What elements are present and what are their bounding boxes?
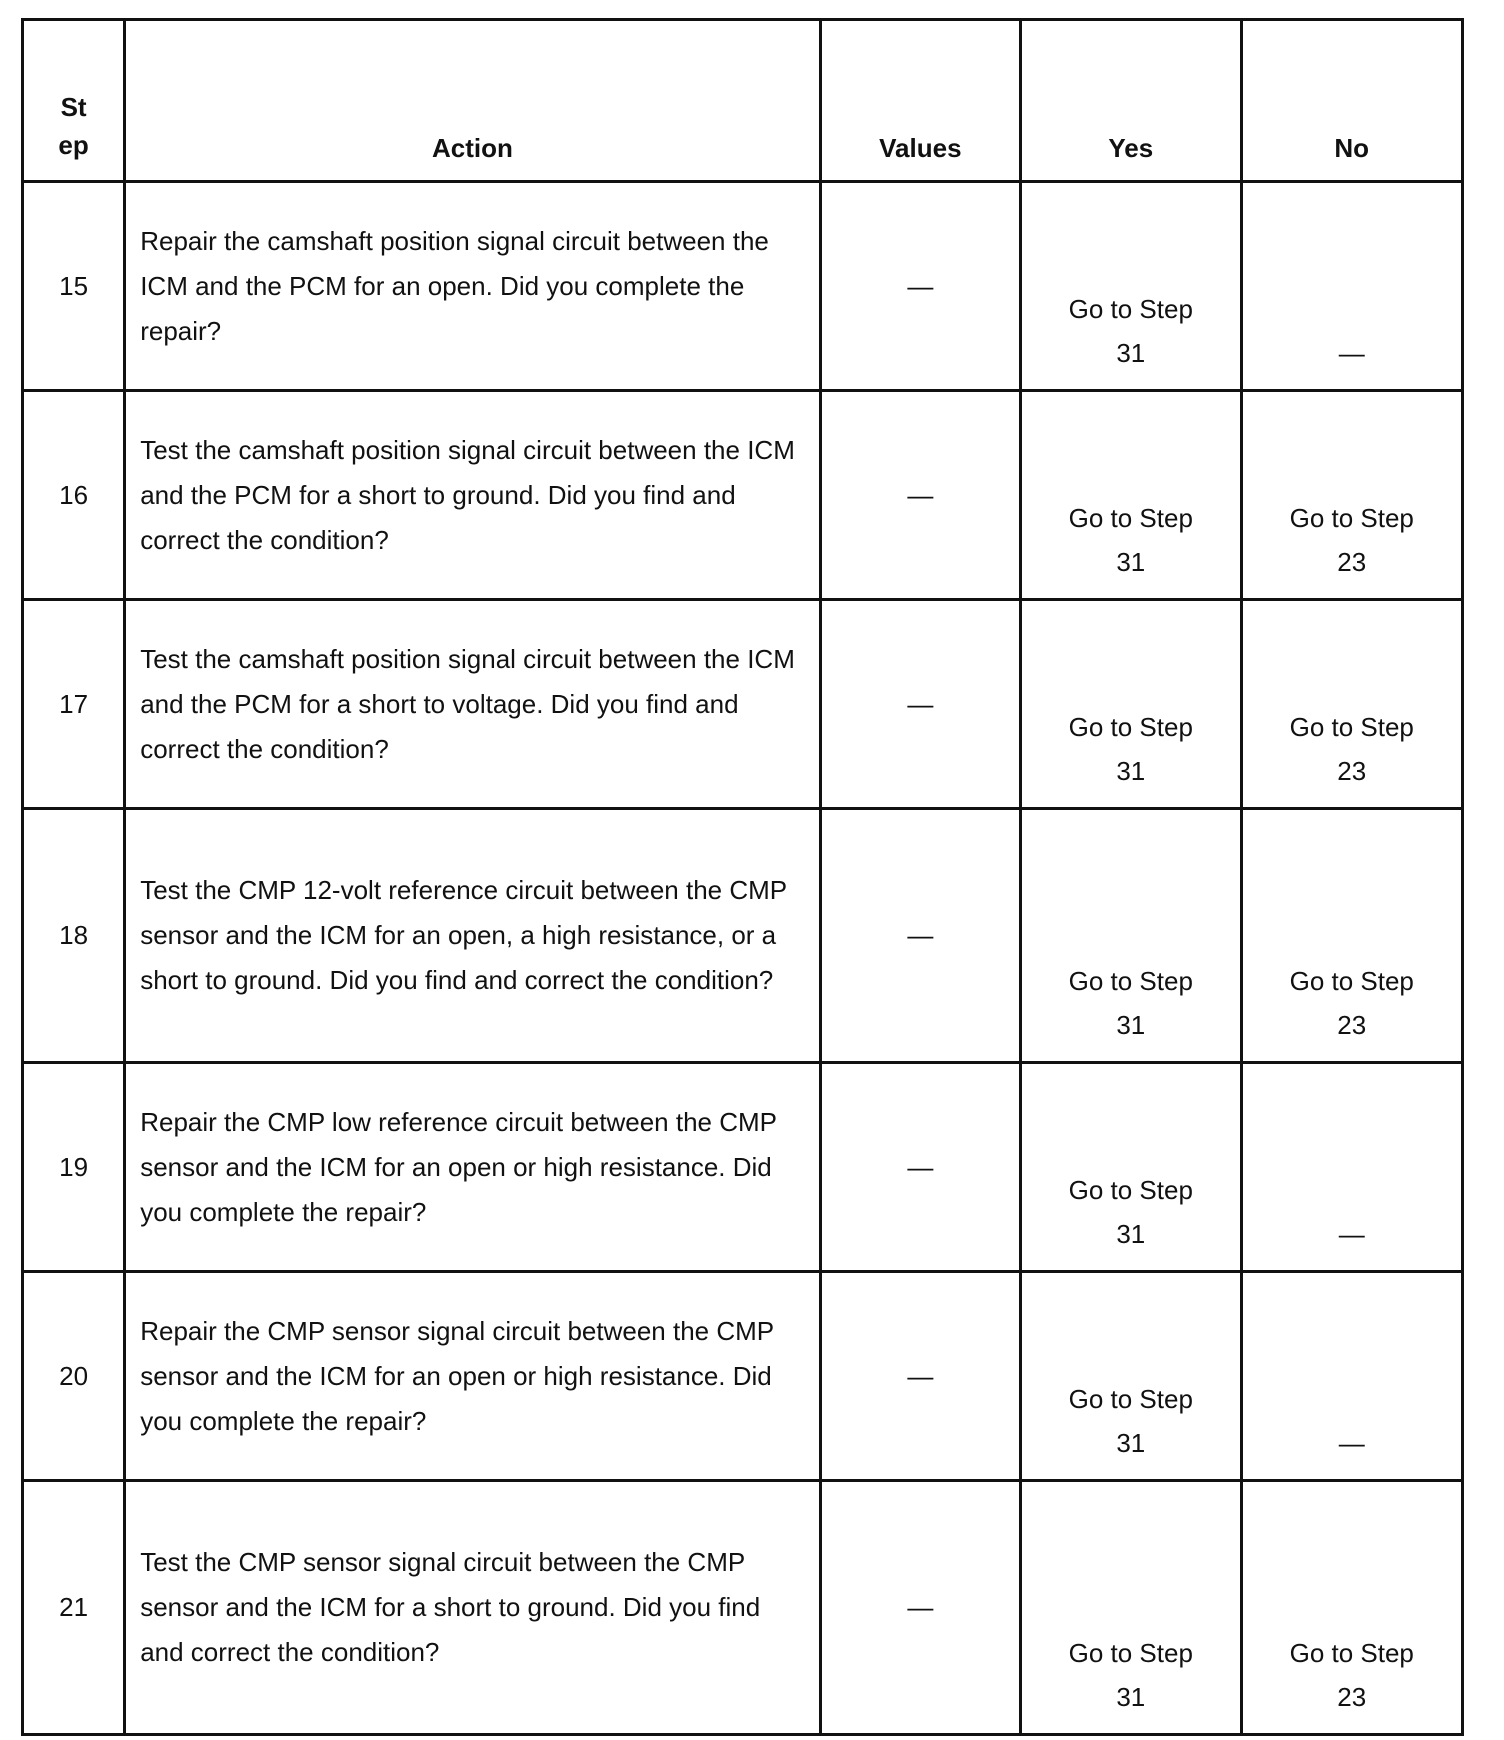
no-goto-label: Go to Step [1289,712,1414,742]
step-number: 16 [23,391,125,600]
yes-goto-step: 31 [1116,756,1146,786]
yes-goto-label: Go to Step [1068,1384,1193,1414]
diagnostic-table [21,18,1464,1736]
values-cell: — [820,182,1020,391]
table-row [23,1481,1463,1735]
yes-cell [1021,182,1241,391]
yes-goto-label: Go to Step [1068,294,1193,324]
no-cell [1241,600,1463,809]
header-step-line1: St [60,92,87,122]
no-cell [1241,809,1463,1063]
yes-cell [1021,1272,1241,1481]
no-goto-step: — [1338,1428,1365,1458]
no-goto-step: — [1338,338,1365,368]
no-goto-step: 23 [1337,1682,1367,1712]
action-text: Test the camshaft position signal circuit between the ICM and the PCM for a short to ground. Did you find and correct the condition? [125,391,820,600]
yes-goto-step: 31 [1116,1010,1146,1040]
header-values: Values [820,20,1020,182]
step-number: 20 [23,1272,125,1481]
values-cell: — [820,1481,1020,1735]
step-number: 19 [23,1063,125,1272]
values-cell: — [820,391,1020,600]
yes-goto-step: 31 [1116,1219,1146,1249]
no-cell [1241,1481,1463,1735]
no-goto-label: Go to Step [1289,966,1414,996]
header-action: Action [125,20,820,182]
action-text: Test the CMP sensor signal circuit between the CMP sensor and the ICM for a short to ground. Did you find and correct the condition? [125,1481,820,1735]
table-row [23,1272,1463,1481]
header-no: No [1241,20,1463,182]
no-cell [1241,182,1463,391]
no-goto-step: 23 [1337,547,1367,577]
header-step [23,20,125,182]
no-goto-label: Go to Step [1289,1638,1414,1668]
yes-goto-step: 31 [1116,547,1146,577]
yes-goto-step: 31 [1116,338,1146,368]
step-number: 15 [23,182,125,391]
action-text: Test the camshaft position signal circuit between the ICM and the PCM for a short to voltage. Did you find and correct the condition? [125,600,820,809]
yes-cell [1021,600,1241,809]
yes-goto-label: Go to Step [1068,1638,1193,1668]
header-yes: Yes [1021,20,1241,182]
header-step-line2: ep [58,130,89,160]
no-goto-label: Go to Step [1289,503,1414,533]
action-text: Test the CMP 12-volt reference circuit between the CMP sensor and the ICM for an open, a high resistance, or a short to ground. Did you find and correct the condition? [125,809,820,1063]
yes-goto-label: Go to Step [1068,966,1193,996]
no-cell [1241,391,1463,600]
yes-goto-step: 31 [1116,1682,1146,1712]
table-row [23,1063,1463,1272]
values-cell: — [820,1063,1020,1272]
action-text: Repair the camshaft position signal circuit between the ICM and the PCM for an open. Did you complete the repair? [125,182,820,391]
table-row [23,600,1463,809]
no-goto-step: — [1338,1219,1365,1249]
values-cell: — [820,600,1020,809]
header-row [23,20,1463,182]
yes-goto-label: Go to Step [1068,1175,1193,1205]
yes-cell [1021,1063,1241,1272]
yes-goto-step: 31 [1116,1428,1146,1458]
step-number: 17 [23,600,125,809]
yes-cell [1021,391,1241,600]
no-goto-step: 23 [1337,756,1367,786]
action-text: Repair the CMP sensor signal circuit between the CMP sensor and the ICM for an open or high resistance. Did you complete the repair? [125,1272,820,1481]
table-row [23,391,1463,600]
values-cell: — [820,1272,1020,1481]
yes-cell [1021,1481,1241,1735]
action-text: Repair the CMP low reference circuit between the CMP sensor and the ICM for an open or high resistance. Did you complete the repair? [125,1063,820,1272]
no-goto-step: 23 [1337,1010,1367,1040]
yes-cell [1021,809,1241,1063]
no-cell [1241,1063,1463,1272]
yes-goto-label: Go to Step [1068,503,1193,533]
step-number: 18 [23,809,125,1063]
no-cell [1241,1272,1463,1481]
yes-goto-label: Go to Step [1068,712,1193,742]
step-number: 21 [23,1481,125,1735]
table-row [23,809,1463,1063]
table-row [23,182,1463,391]
values-cell: — [820,809,1020,1063]
